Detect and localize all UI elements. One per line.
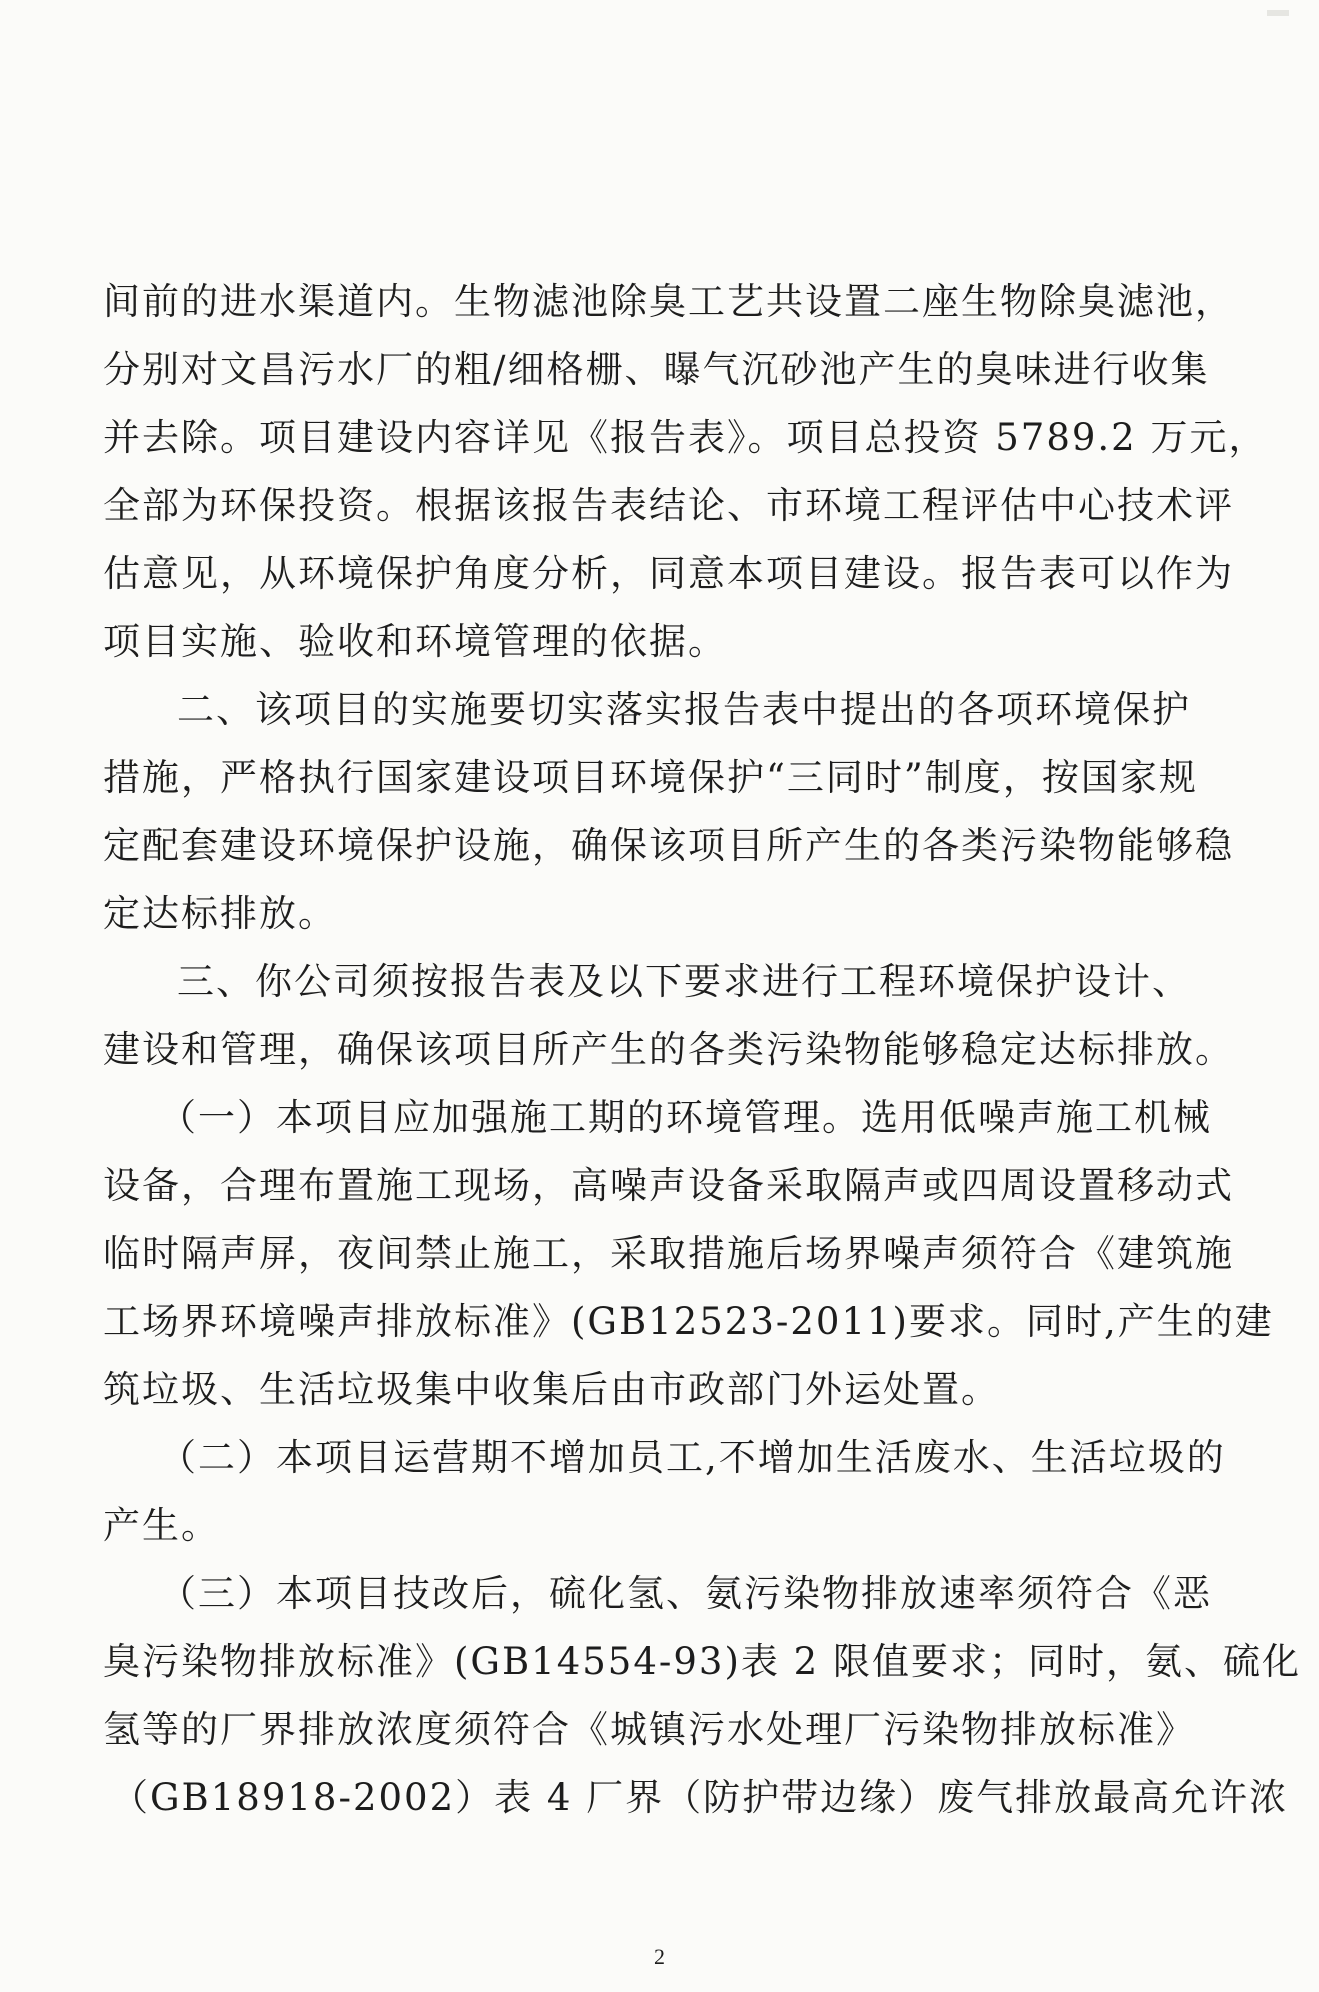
text-line: 氢等的厂界排放浓度须符合《城镇污水处理厂污染物排放标准》: [103, 1708, 1195, 1751]
text-line: 措施，严格执行国家建设项目环境保护“三同时”制度，按国家规: [103, 756, 1198, 799]
page-number: 2: [654, 1944, 665, 1969]
text-line: 工场界环境噪声排放标准》(GB12523-2011)要求。同时,产生的建: [103, 1300, 1274, 1343]
scan-artifact: [1267, 10, 1289, 16]
text-line: 分别对文昌污水厂的粗/细格栅、曝气沉砂池产生的臭味进行收集: [103, 348, 1210, 391]
text-line: 臭污染物排放标准》(GB14554-93)表 2 限值要求；同时，氨、硫化: [103, 1640, 1301, 1683]
text-line: 并去除。项目建设内容详见《报告表》。项目总投资 5789.2 万元，: [103, 416, 1268, 459]
paragraph-2-start: 二、该项目的实施要切实落实报告表中提出的各项环境保护: [177, 688, 1191, 731]
text-line: 项目实施、验收和环境管理的依据。: [103, 620, 727, 663]
subparagraph-3-start: （三）本项目技改后，硫化氢、氨污染物排放速率须符合《恶: [159, 1572, 1212, 1615]
text-line: 估意见，从环境保护角度分析，同意本项目建设。报告表可以作为: [103, 552, 1234, 595]
text-line: 建设和管理，确保该项目所产生的各类污染物能够稳定达标排放。: [103, 1028, 1234, 1071]
text-line: 定达标排放。: [103, 892, 337, 935]
document-body: [103, 268, 1301, 1832]
paragraph-3-start: 三、你公司须按报告表及以下要求进行工程环境保护设计、: [177, 960, 1191, 1003]
text-line: （GB18918-2002）表 4 厂界（防护带边缘）废气排放最高允许浓: [111, 1776, 1289, 1819]
text-line: 临时隔声屏，夜间禁止施工，采取措施后场界噪声须符合《建筑施: [103, 1232, 1234, 1275]
text-line: 全部为环保投资。根据该报告表结论、市环境工程评估中心技术评: [103, 484, 1234, 527]
text-line: 设备，合理布置施工现场，高噪声设备采取隔声或四周设置移动式: [103, 1164, 1234, 1207]
text-line: 间前的进水渠道内。生物滤池除臭工艺共设置二座生物除臭滤池，: [103, 280, 1234, 323]
subparagraph-1-start: （一）本项目应加强施工期的环境管理。选用低噪声施工机械: [159, 1096, 1212, 1139]
subparagraph-2-start: （二）本项目运营期不增加员工,不增加生活废水、生活垃圾的: [159, 1436, 1226, 1479]
text-line: 产生。: [103, 1504, 220, 1547]
text-line: 定配套建设环境保护设施，确保该项目所产生的各类污染物能够稳: [103, 824, 1234, 867]
text-line: 筑垃圾、生活垃圾集中收集后由市政部门外运处置。: [103, 1368, 1000, 1411]
